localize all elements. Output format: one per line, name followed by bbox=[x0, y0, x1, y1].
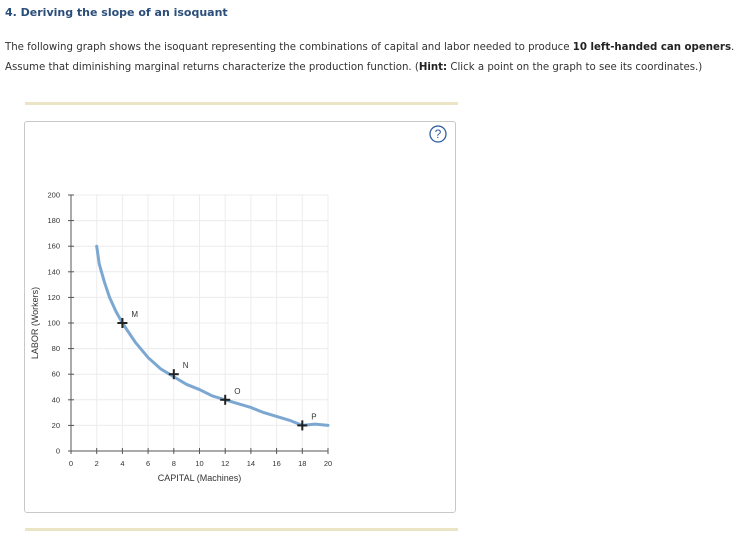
x-tick-label: 20 bbox=[323, 459, 333, 468]
hint-label: Hint: bbox=[418, 62, 448, 73]
y-tick-label: 60 bbox=[51, 369, 60, 379]
grid bbox=[71, 195, 328, 451]
x-axis-label: CAPITAL (Machines) bbox=[157, 473, 242, 483]
question-text-part-2: . Assume that diminishing marginal returns characterize the production function. ( bbox=[5, 42, 735, 73]
y-tick-label: 200 bbox=[47, 190, 60, 200]
point-label: O bbox=[234, 386, 241, 396]
y-axis-label: LABOR (Workers) bbox=[30, 286, 40, 360]
x-tick-label: 10 bbox=[195, 459, 204, 468]
x-tick-label: 4 bbox=[120, 459, 125, 468]
point-label: M bbox=[131, 310, 139, 319]
x-tick-label: 18 bbox=[298, 459, 307, 468]
question-title: 4. Deriving the slope of an isoquant bbox=[5, 6, 228, 19]
series bbox=[97, 246, 328, 425]
help-icon-label: ? bbox=[434, 127, 442, 141]
y-tick-label: 140 bbox=[47, 267, 60, 277]
point-p[interactable] bbox=[297, 412, 316, 430]
y-tick-label: 40 bbox=[51, 395, 60, 405]
x-tick-label: 8 bbox=[171, 459, 176, 468]
y-tick-label: 160 bbox=[47, 241, 60, 251]
y-tick-label: 0 bbox=[55, 446, 60, 456]
y-tick-label: 100 bbox=[47, 318, 60, 328]
bottom-divider bbox=[25, 528, 458, 531]
isoquant-curve bbox=[97, 246, 328, 425]
y-tick-label: 120 bbox=[47, 292, 60, 302]
ticks bbox=[47, 191, 332, 469]
x-tick-label: 14 bbox=[246, 459, 256, 468]
x-tick-label: 6 bbox=[146, 459, 151, 468]
question-text-emphasis: 10 left-handed can openers bbox=[572, 42, 732, 53]
question-text-part-1: The following graph shows the isoquant representing the combinations of capital and labor needed to produce bbox=[5, 42, 573, 53]
x-tick-label: 12 bbox=[221, 459, 230, 468]
x-tick-label: 2 bbox=[94, 459, 99, 468]
x-tick-label: 0 bbox=[68, 459, 74, 468]
point-label: N bbox=[182, 361, 189, 371]
point-label: P bbox=[311, 412, 317, 422]
y-tick-label: 20 bbox=[51, 420, 60, 430]
y-tick-label: 180 bbox=[47, 216, 60, 226]
y-tick-label: 80 bbox=[51, 344, 60, 354]
points[interactable] bbox=[117, 310, 316, 430]
x-tick-label: 16 bbox=[272, 459, 281, 468]
question-text-part-3: Click a point on the graph to see its coordinates.) bbox=[447, 62, 703, 73]
